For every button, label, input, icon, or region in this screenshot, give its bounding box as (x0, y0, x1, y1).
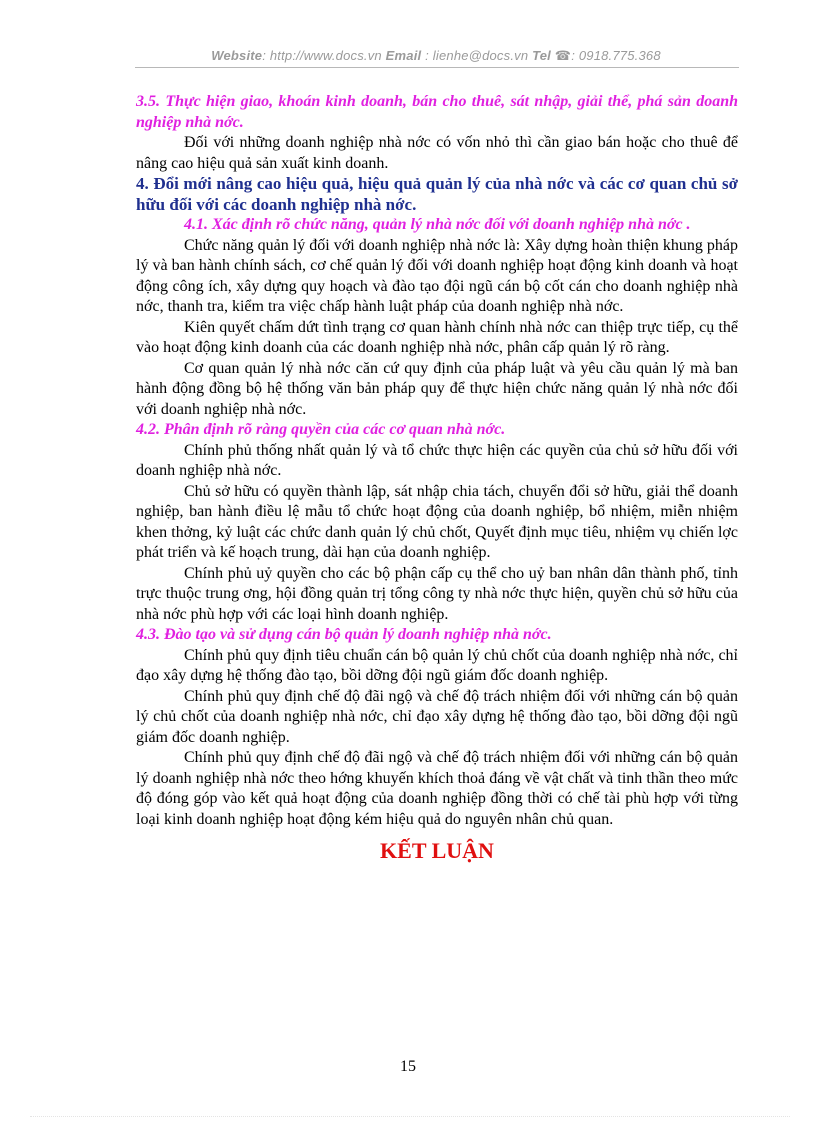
paragraph: Chính phủ uỷ quyền cho các bộ phận cấp cụ thể cho uỷ ban nhân dân thành phố, tỉnh trực thuộc trung ơng, hội đồng quản trị tổng công ty nhà nớc thực hiện, quyền chủ sở hữu của nhà nớc phù hợp với các loại hình doanh nghiệp. (136, 564, 738, 623)
header-divider (135, 67, 739, 68)
conclusion-title: KẾT LUẬN (380, 838, 494, 863)
heading-4-1: 4.1. Xác định rõ chức năng, quản lý nhà nớc đối với doanh nghiệp nhà nớc . (184, 216, 691, 233)
email-label: Email (385, 48, 422, 63)
paragraph: Kiên quyết chấm dứt tình trạng cơ quan hành chính nhà nớc can thiệp trực tiếp, cụ thể vào hoạt động kinh doanh của các doanh nghiệp nhà nớc, phân cấp quản lý rõ ràng. (136, 318, 738, 356)
tel-number: ☎: 0918.775.368 (551, 48, 661, 63)
heading-4-3: 4.3. Đào tạo và sử dụng cán bộ quản lý doanh nghiệp nhà nớc. (136, 626, 552, 643)
page-header (135, 48, 737, 64)
page-bottom-border (30, 1116, 790, 1117)
paragraph: Cơ quan quản lý nhà nớc căn cứ quy định của pháp luật và yêu cầu quản lý mà ban hành động đồng bộ hệ thống văn bản pháp quy để thực hiện chức năng quản lý nhà nớc đối với doanh nghiệp nhà nớc. (136, 359, 738, 418)
paragraph: Chủ sở hữu có quyền thành lập, sát nhập chia tách, chuyển đổi sở hữu, giải thể doanh nghiệp, ban hành điều lệ mẫu tổ chức hoạt động của doanh nghiệp, bổ nhiệm, miễn nhiệm khen thởng, kỷ luật các chức danh quản lý chủ chốt, Quyết định mục tiêu, nhiệm vụ chiến lợc phát triển và kế hoạch trung, dài hạn của doanh nghiệp. (136, 482, 738, 561)
paragraph: Chính phủ quy định chế độ đãi ngộ và chế độ trách nhiệm đối với những cán bộ quản lý doanh nghiệp nhà nớc theo hớng khuyến khích thoả đáng về vật chất và tinh thần theo mức độ đóng góp vào kết quả hoạt động của doanh nghiệp đồng thời có chế tài phù hợp với từng loại kinh doanh nghiệp hoạt động kém hiệu quả do nguyên nhân chủ quan. (136, 749, 738, 828)
heading-3-5: 3.5. Thực hiện giao, khoán kinh doanh, bán cho thuê, sát nhập, giải thể, phá sản doanh nghiệp nhà nớc. (136, 93, 738, 131)
paragraph: Chính phủ quy định tiêu chuẩn cán bộ quản lý chủ chốt của doanh nghiệp nhà nớc, chỉ đạo xây dựng hệ thống đào tạo, bồi dỡng đội ngũ giám đốc doanh nghiệp. (136, 646, 738, 684)
tel-label: Tel (532, 48, 551, 63)
heading-4: 4. Đổi mới nâng cao hiệu quả, hiệu quả quản lý của nhà nớc và các cơ quan chủ sở hữu đối với các doanh nghiệp nhà nớc. (136, 174, 738, 214)
paragraph: Chính phủ quy định chế độ đãi ngộ và chế độ trách nhiệm đối với những cán bộ quản lý chủ chốt của doanh nghiệp nhà nớc, chỉ đạo xây dựng hệ thống đào tạo, bồi dỡng đội ngũ giám đốc doanh nghiệp. (136, 687, 738, 746)
paragraph: Đối với những doanh nghiệp nhà nớc có vốn nhỏ thì cần giao bán hoặc cho thuê để nâng cao hiệu quả sản xuất kinh doanh. (136, 134, 738, 172)
heading-4-2: 4.2. Phân định rõ ràng quyền của các cơ quan nhà nớc. (136, 421, 506, 438)
page-body (136, 92, 738, 864)
email-address[interactable]: : lienhe@docs.vn (421, 48, 533, 63)
website-label: Website (211, 48, 263, 63)
paragraph: Chính phủ thống nhất quản lý và tổ chức thực hiện các quyền của chủ sở hữu đối với doanh nghiệp nhà nớc. (136, 441, 738, 479)
website-url[interactable]: : http://www.docs.vn (262, 48, 386, 63)
page-number: 15 (400, 1058, 416, 1075)
paragraph: Chức năng quản lý đối với doanh nghiệp nhà nớc là: Xây dựng hoàn thiện khung pháp lý và ban hành chính sách, cơ chế quản lý đối với doanh nghiệp hoạt động kinh doanh và hoạt động công ích, xây dựng quy hoạch và đào tạo đội ngũ cán bộ cốt cán cho doanh nghiệp nhà nớc, thanh tra, kiểm tra việc chấp hành luật pháp của doanh nghiệp nhà nớc. (136, 236, 738, 315)
